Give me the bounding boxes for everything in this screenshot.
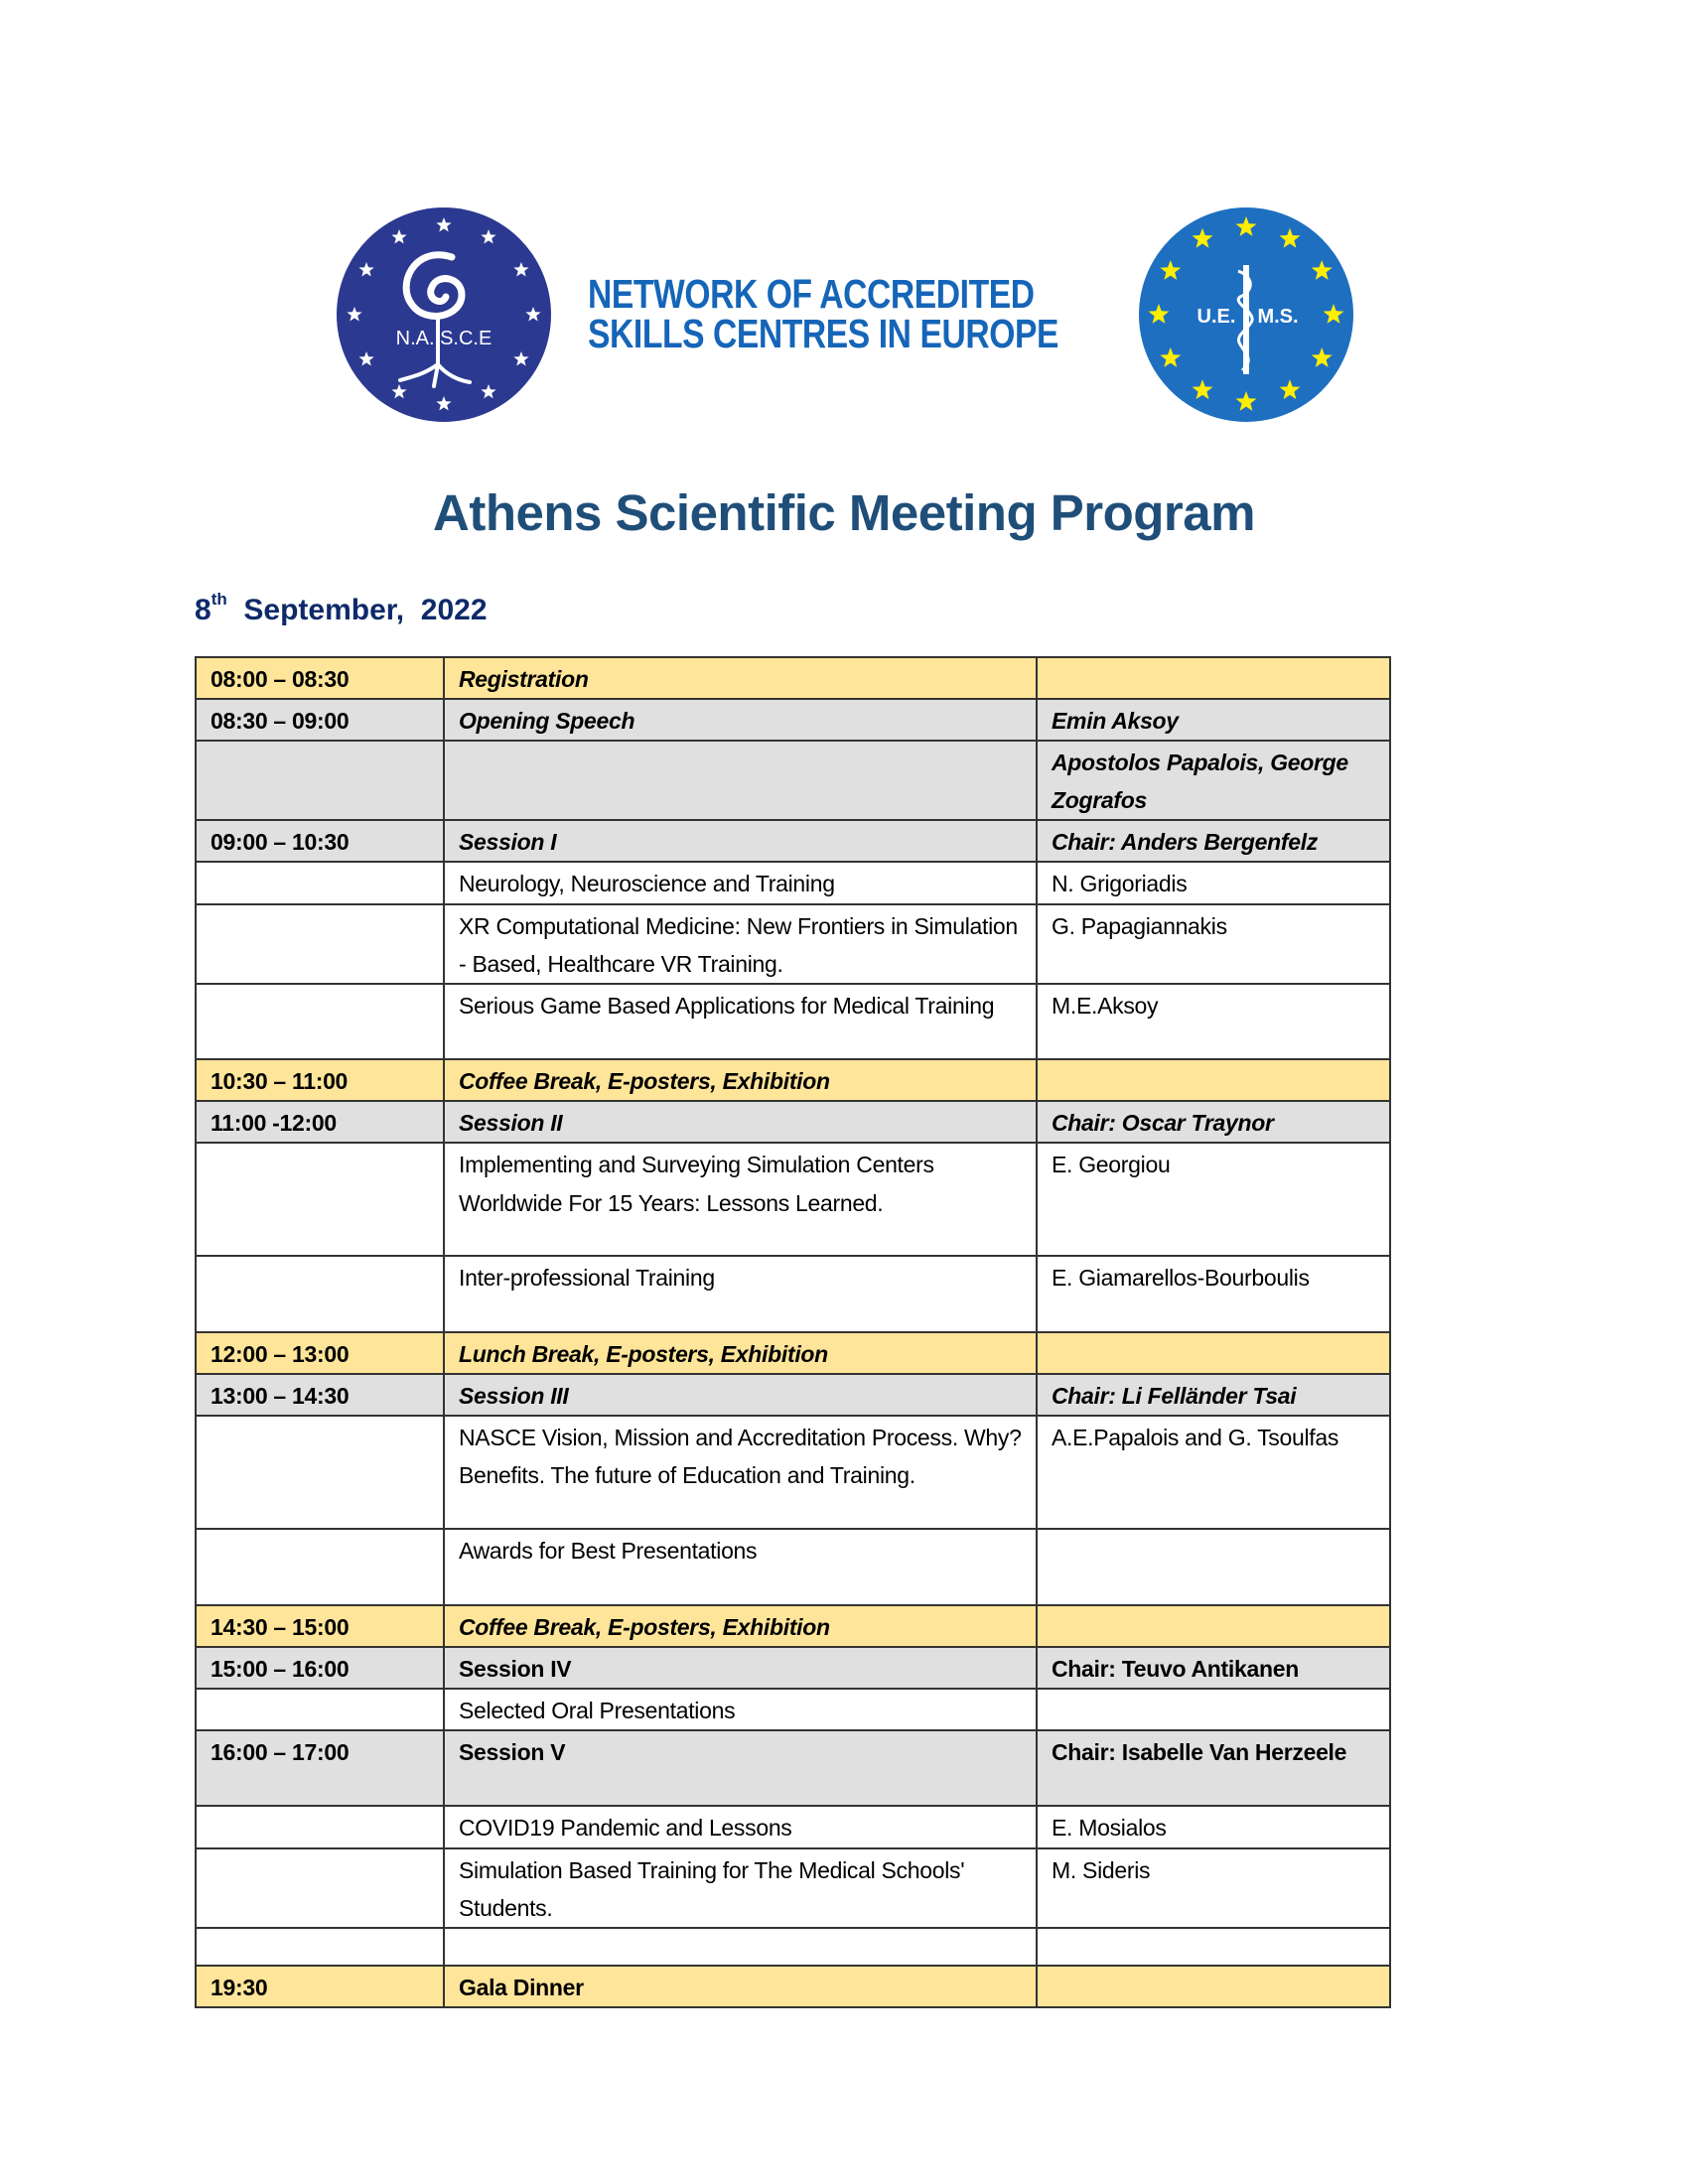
uems-logo-label-right: M.S. (1257, 306, 1299, 328)
time-cell: 09:00 – 10:30 (196, 820, 444, 862)
time-cell (196, 741, 444, 820)
session-row (196, 820, 1390, 862)
session-row (196, 1101, 1390, 1143)
time-cell: 15:00 – 16:00 (196, 1647, 444, 1689)
event-cell: Awards for Best Presentations (444, 1529, 1037, 1605)
page-title: Athens Scientific Meeting Program (433, 484, 1255, 541)
time-cell (196, 862, 444, 903)
time-cell: 11:00 -12:00 (196, 1101, 444, 1143)
person-cell: N. Grigoriadis (1037, 862, 1390, 903)
time-cell (196, 1416, 444, 1529)
session-row (196, 1730, 1390, 1807)
talk-row (196, 984, 1390, 1060)
time-cell (196, 1848, 444, 1928)
event-cell: Coffee Break, E-posters, Exhibition (444, 1059, 1037, 1101)
person-cell: Chair: Teuvo Antikanen (1037, 1647, 1390, 1689)
time-cell (196, 984, 444, 1060)
program-table (195, 656, 1391, 2008)
person-cell: E. Giamarellos-Bourboulis (1037, 1256, 1390, 1332)
time-cell: 08:00 – 08:30 (196, 657, 444, 699)
talk-row (196, 1416, 1390, 1529)
talk-row (196, 862, 1390, 903)
time-cell (196, 1256, 444, 1332)
event-cell: Session V (444, 1730, 1037, 1807)
person-cell (1037, 1332, 1390, 1374)
person-cell: Emin Aksoy (1037, 699, 1390, 741)
event-cell: Opening Speech (444, 699, 1037, 741)
event-cell: Session II (444, 1101, 1037, 1143)
session-row (196, 1647, 1390, 1689)
event-cell (444, 1928, 1037, 1967)
time-cell: 14:30 – 15:00 (196, 1605, 444, 1647)
person-cell (1037, 1529, 1390, 1605)
time-cell (196, 1806, 444, 1847)
talk-row (196, 1848, 1390, 1928)
talk-row (196, 1806, 1390, 1847)
time-cell (196, 1689, 444, 1730)
event-cell: XR Computational Medicine: New Frontiers in Simulation - Based, Healthcare VR Training. (444, 904, 1037, 984)
person-cell: Chair: Anders Bergenfelz (1037, 820, 1390, 862)
time-cell (196, 904, 444, 984)
person-cell: Chair: Li Felländer Tsai (1037, 1374, 1390, 1416)
break-row (196, 657, 1390, 699)
talk-row (196, 1143, 1390, 1256)
person-cell (1037, 1928, 1390, 1967)
event-cell: Lunch Break, E-posters, Exhibition (444, 1332, 1037, 1374)
person-cell: Chair: Isabelle Van Herzeele (1037, 1730, 1390, 1807)
talk-row (196, 1928, 1390, 1967)
nasce-logo (335, 205, 553, 424)
time-cell: 12:00 – 13:00 (196, 1332, 444, 1374)
event-cell: Serious Game Based Applications for Medical Training (444, 984, 1037, 1060)
break-row (196, 1966, 1390, 2007)
event-cell: Session I (444, 820, 1037, 862)
session-row (196, 741, 1390, 820)
person-cell: M. Sideris (1037, 1848, 1390, 1928)
person-cell: Chair: Oscar Traynor (1037, 1101, 1390, 1143)
network-name (588, 271, 1058, 356)
event-cell: Implementing and Surveying Simulation Centers Worldwide For 15 Years: Lessons Learned. (444, 1143, 1037, 1256)
event-cell: Gala Dinner (444, 1966, 1037, 2007)
person-cell (1037, 1059, 1390, 1101)
person-cell: M.E.Aksoy (1037, 984, 1390, 1060)
time-cell: 10:30 – 11:00 (196, 1059, 444, 1101)
event-cell: Neurology, Neuroscience and Training (444, 862, 1037, 903)
event-cell: Inter-professional Training (444, 1256, 1037, 1332)
talk-row (196, 904, 1390, 984)
network-name-line1: NETWORK OF ACCREDITED (588, 271, 1035, 317)
time-cell (196, 1529, 444, 1605)
event-cell: Selected Oral Presentations (444, 1689, 1037, 1730)
session-row (196, 1374, 1390, 1416)
time-cell (196, 1928, 444, 1967)
event-cell: Coffee Break, E-posters, Exhibition (444, 1605, 1037, 1647)
event-cell: Session IV (444, 1647, 1037, 1689)
break-row (196, 1059, 1390, 1101)
date-suffix: th (211, 590, 227, 609)
event-cell: COVID19 Pandemic and Lessons (444, 1806, 1037, 1847)
time-cell: 16:00 – 17:00 (196, 1730, 444, 1807)
person-cell (1037, 1605, 1390, 1647)
person-cell (1037, 657, 1390, 699)
time-cell: 13:00 – 14:30 (196, 1374, 444, 1416)
person-cell: G. Papagiannakis (1037, 904, 1390, 984)
event-cell: Registration (444, 657, 1037, 699)
time-cell: 08:30 – 09:00 (196, 699, 444, 741)
talk-row (196, 1256, 1390, 1332)
talk-row (196, 1529, 1390, 1605)
event-cell: Session III (444, 1374, 1037, 1416)
person-cell (1037, 1966, 1390, 2007)
person-cell: A.E.Papalois and G. Tsoulfas (1037, 1416, 1390, 1529)
break-row (196, 1605, 1390, 1647)
network-name-line2: SKILLS CENTRES IN EUROPE (588, 311, 1058, 356)
talk-row (196, 1689, 1390, 1730)
person-cell: E. Mosialos (1037, 1806, 1390, 1847)
meeting-date (195, 584, 488, 630)
time-cell (196, 1143, 444, 1256)
person-cell: Apostolos Papalois, George Zografos (1037, 741, 1390, 820)
session-row (196, 699, 1390, 741)
date-day: 8 (195, 594, 211, 626)
person-cell (1037, 1689, 1390, 1730)
event-cell: NASCE Vision, Mission and Accreditation Process. Why? Benefits. The future of Education and Training. (444, 1416, 1037, 1529)
date-rest: September, 2022 (226, 594, 488, 626)
event-cell: Simulation Based Training for The Medical Schools' Students. (444, 1848, 1037, 1928)
uems-logo (1137, 205, 1355, 424)
nasce-logo-label: N.A. S.C.E (395, 328, 492, 349)
uems-logo-label-left: U.E. (1196, 306, 1236, 328)
person-cell: E. Georgiou (1037, 1143, 1390, 1256)
time-cell: 19:30 (196, 1966, 444, 2007)
break-row (196, 1332, 1390, 1374)
event-cell (444, 741, 1037, 820)
